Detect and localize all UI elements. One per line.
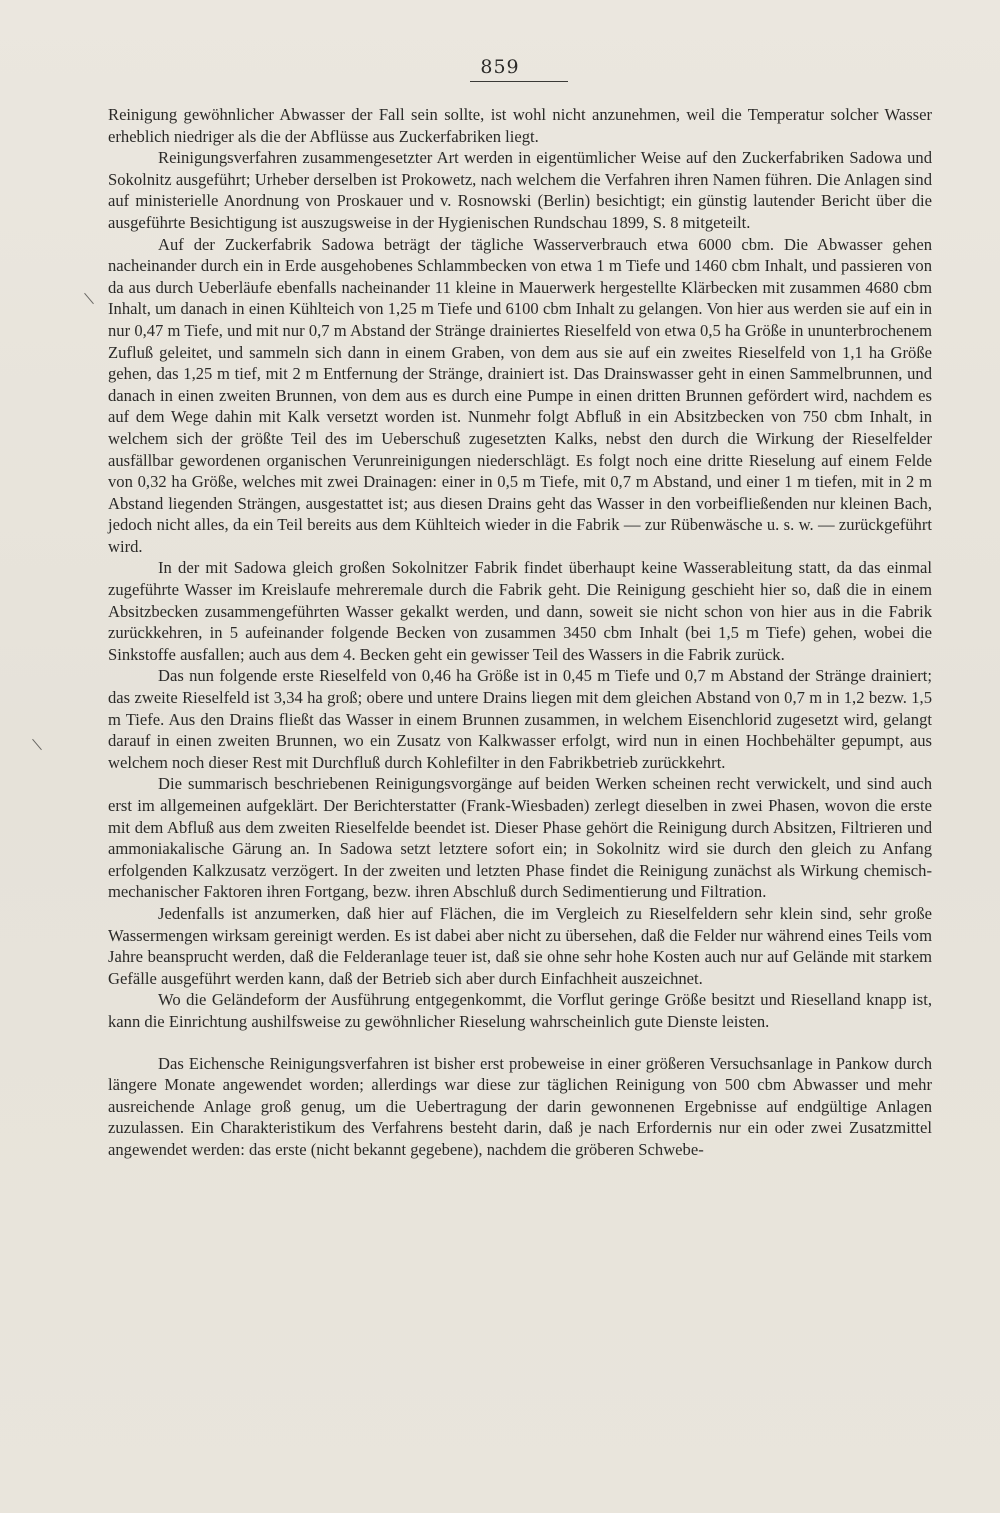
paragraph-sadowa: Auf der Zuckerfabrik Sadowa beträgt der tägliche Wasserverbrauch etwa 6000 cbm. Die Abwasser gehen nacheinander durch ein in Erde ausgehobenes Schlammbecken von etwa 1 m Tiefe und 1460 cbm Inhalt, und passieren von da aus durch Ueberläufe ebenfalls nacheinander 11 kleine in Mauerwerk hergestellte Klärbecken mit zusammen 4680 cbm Inhalt, um danach in einen Kühlteich von 1,25 m Tiefe und 6100 cbm Inhalt zu gelangen. Von hier aus werden sie auf ein in nur 0,47 m Tiefe, und mit nur 0,7 m Abstand der Stränge drainiertes Rieselfeld von etwa 0,5 ha Größe in ununterbrochenem Zufluß geleitet, und sammeln sich dann in einem Graben, von dem aus sie auf ein zweites Rieselfeld von 1,1 ha Größe gehen, das 1,25 m tief, mit 2 m Entfernung der Stränge, drainiert ist. Das Drainswasser geht in einen Sammelbrunnen, und danach in einen zweiten Brunnen, von dem aus es durch eine Pumpe in einen dritten Brunnen gefördert wird, nachdem es auf dem Wege dahin mit Kalk versetzt worden ist. Nunmehr folgt Abfluß in ein Absitzbecken von 750 cbm Inhalt, in welchem sich der größte Teil des im Ueberschuß zugesetzten Kalks, nebst den durch die Wirkung der Rieselfelder ausfällbar gewordenen organischen Verunreinigungen niederschlägt. Es folgt noch eine dritte Rieselung auf einem Felde von 0,32 ha Größe, welches mit zwei Drainagen: einer in 0,5 m Tiefe, mit 0,7 m Abstand, und einer 1 m tiefen, mit in 2 m Abstand liegenden Strängen, ausgestattet ist; aus diesen Drains geht das Wasser in den vorbeifließenden nur kleinen Bach, jedoch nicht alles, da ein Teil bereits aus dem Kühlteich wieder in die Fabrik — zur Rübenwäsche u. s. w. — zurückgeführt wird.	[108, 234, 932, 556]
paragraph-rieselfeld: Das nun folgende erste Rieselfeld von 0,46 ha Größe ist in 0,45 m Tiefe und 0,7 m Abstand der Stränge drainiert; das zweite Rieselfeld ist 3,34 ha groß; obere und untere Drains liegen mit dem gleichen Abstand von 0,7 m in 1,2 bezw. 1,5 m Tiefe. Aus den Drains fließt das Wasser in einem Brunnen zusammen, in welchem Eisenchlorid zugesetzt wird, gelangt darauf in einen zweiten Brunnen, wo ein Zusatz von Kalkwasser erfolgt, wird nun in einen Hochbehälter gepumpt, aus welchem noch dieser Rest mit Durchfluß durch Kohlefilter in den Fabrikbetrieb zurückkehrt.	[108, 666, 932, 772]
body-text	[108, 104, 932, 1161]
header-rule	[470, 81, 568, 82]
margin-mark	[32, 739, 42, 750]
page-number: 859	[480, 56, 520, 78]
paragraph-sokolnitz: In der mit Sadowa gleich großen Sokolnitzer Fabrik findet überhaupt keine Wasserableitung statt, da das einmal zugeführte Wasser im Kreislaufe mehreremale durch die Fabrik geht. Die Reinigung geschieht hier so, daß die in einem Absitzbecken zusammengeführten Wasser gekalkt werden, und dann, soweit sie nicht schon von hier aus in die Fabrik zurückkehren, in 5 aufeinander folgende Becken von zusammen 3450 cbm Inhalt (bei 1,5 m Tiefe) gehen, wobei die Sinkstoffe ausfallen; auch aus dem 4. Becken geht ein gewisser Teil des Wassers in die Fabrik zurück.	[108, 558, 932, 664]
paragraph-summary: Die summarisch beschriebenen Reinigungsvorgänge auf beiden Werken scheinen recht verwickelt, und sind auch erst im allgemeinen aufgeklärt. Der Berichterstatter (Frank-Wiesbaden) zerlegt dieselben in zwei Phasen, wovon die erste mit dem Abfluß aus dem zweiten Rieselfelde beendet ist. Dieser Phase gehört die Reinigung durch Absitzen, Filtrieren und ammoniakalische Gärung an. In Sadowa setzt letztere sofort ein; in Sokolnitz wird sie durch den gleich zu Anfang erfolgenden Kalkzusatz verzögert. In der zweiten und letzten Phase findet die Reinigung zunächst als Wirkung chemisch-mechanischer Faktoren ihren Fortgang, bezw. ihren Abschluß durch Sedimentierung und Filtration.	[108, 774, 932, 902]
paragraph-continuation: Reinigung gewöhnlicher Abwasser der Fall sein sollte, ist wohl nicht anzunehmen, weil die Temperatur solcher Wasser erheblich niedriger als die der Abflüsse aus Zuckerfabriken liegt.	[108, 105, 932, 146]
paragraph-conclusion: Wo die Geländeform der Ausführung entgegenkommt, die Vorflut geringe Größe besitzt und Rieselland knapp ist, kann die Einrichtung aushilfsweise zu gewöhnlicher Rieselung wahrscheinlich gute Dienste leisten.	[108, 990, 932, 1031]
margin-mark	[84, 293, 94, 304]
paragraph-eichen: Das Eichensche Reinigungsverfahren ist bisher erst probeweise in einer größeren Versuchsanlage in Pankow durch längere Monate angewendet worden; allerdings war diese zur täglichen Reinigung von 500 cbm Abwasser und mehr ausreichende Anlage groß genug, um die Uebertragung der darin gewonnenen Ergebnisse auf endgültige Anlagen zuzulassen. Ein Charakteristikum des Verfahrens besteht darin, daß je nach Erfordernis nur ein oder zwei Zusatzmittel angewendet werden: das erste (nicht bekannt gegebene), nachdem die gröberen Schwebe-	[108, 1053, 932, 1159]
paragraph-prokowetz-intro: Reinigungsverfahren zusammengesetzter Art werden in eigentümlicher Weise auf den Zuckerfabriken Sadowa und Sokolnitz ausgeführt; Urheber derselben ist Prokowetz, nach welchem die Verfahren ihren Namen führen. Die Anlagen sind auf ministerielle Anordnung von Proskauer und v. Rosnowski (Berlin) besichtigt; ein günstig lautender Bericht über die ausgeführte Besichtigung ist auszugsweise in der Hygienischen Rundschau 1899, S. 8 mitgeteilt.	[108, 148, 932, 232]
paragraph-assessment: Jedenfalls ist anzumerken, daß hier auf Flächen, die im Vergleich zu Rieselfeldern sehr klein sind, sehr große Wassermengen wirksam gereinigt werden. Es ist dabei aber nicht zu übersehen, daß die Felder nur während eines Teils vom Jahre beansprucht werden, daß die Felderanlage teuer ist, daß sie ohne sehr hohe Kosten auch nur auf Gelände mit starkem Gefälle ausgeführt werden kann, daß der Betrieb sich aber durch Einfachheit auszeichnet.	[108, 903, 932, 988]
